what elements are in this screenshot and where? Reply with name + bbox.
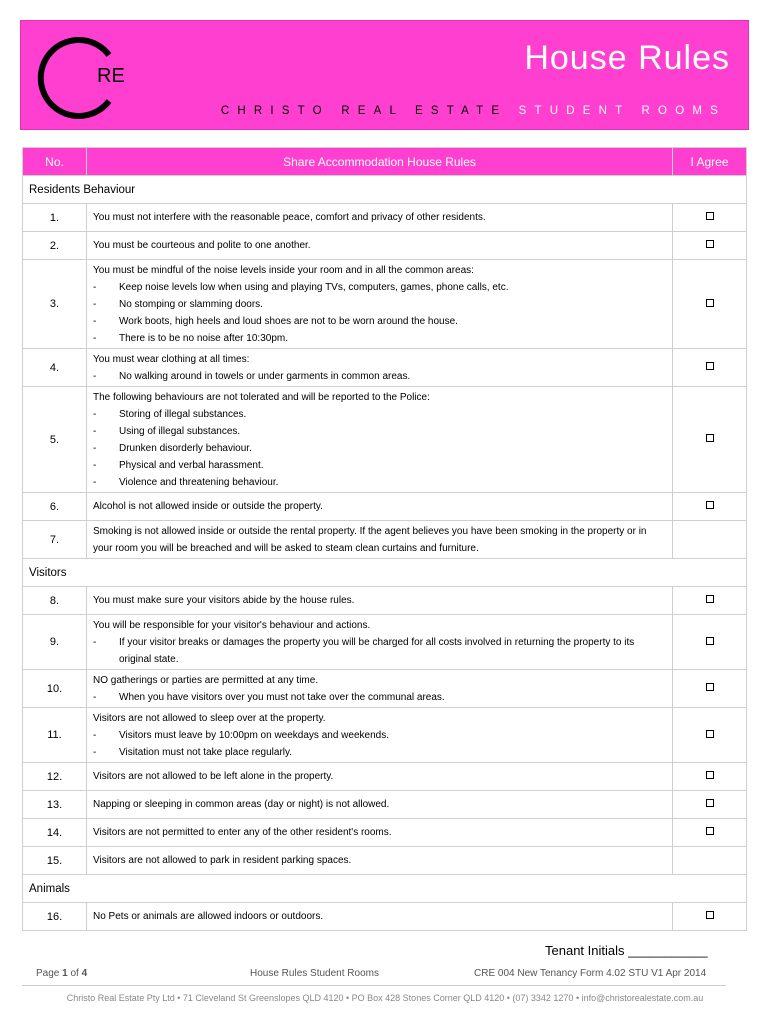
rule-row	[23, 260, 747, 349]
company-contact: Christo Real Estate Pty Ltd • 71 Cleveland St Greenslopes QLD 4120 • PO Box 428 Stones Corner QLD 4120 • (07) 3342 1270 • info@christorealestate.com.au	[66, 993, 704, 1003]
rule-number: 16.	[23, 903, 87, 931]
bullet-dash: -	[93, 315, 97, 327]
agree-checkbox[interactable]	[706, 362, 714, 370]
rule-number: 11.	[23, 708, 87, 763]
agree-cell	[673, 847, 747, 875]
bullet-text: Drunken disorderly behaviour.	[119, 442, 252, 454]
agree-cell	[673, 670, 747, 708]
agree-checkbox[interactable]	[706, 501, 714, 509]
rule-number: 6.	[23, 493, 87, 521]
bullet-dash: -	[93, 281, 97, 293]
agree-cell	[673, 819, 747, 847]
page-current: 1	[62, 968, 68, 979]
rule-bullet-line	[93, 313, 666, 330]
rule-line: Visitors are not permitted to enter any of the other resident's rooms.	[93, 827, 392, 838]
document-name: House Rules Student Rooms	[250, 968, 379, 979]
bullet-text: Storing of illegal substances.	[119, 408, 247, 420]
form-reference: CRE 004 New Tenancy Form 4.02 STU V1 Apr 2014	[474, 968, 707, 979]
rule-row	[23, 521, 747, 559]
rule-row	[23, 670, 747, 708]
rule-line: You must be courteous and polite to one another.	[93, 240, 311, 251]
rule-line: The following behaviours are not tolerated and will be reported to the Police:	[93, 391, 430, 403]
bullet-text: Visitors must leave by 10:00pm on weekdays and weekends.	[119, 729, 389, 741]
agree-cell	[673, 260, 747, 349]
section-header-row	[23, 176, 747, 204]
subtitle-rooms: STUDENT ROOMS	[518, 105, 726, 117]
rule-line: Visitors are not allowed to be left alone in the property.	[93, 771, 334, 782]
agree-cell	[673, 615, 747, 670]
rules-body	[23, 176, 747, 931]
column-header-no: No.	[23, 148, 87, 176]
bullet-dash: -	[93, 459, 97, 471]
rule-line: original state.	[119, 653, 179, 665]
bullet-dash: -	[93, 408, 97, 420]
section-header-row	[23, 559, 747, 587]
rule-text	[87, 847, 673, 875]
rule-line: Napping or sleeping in common areas (day or night) is not allowed.	[93, 799, 390, 810]
rule-line: You must be mindful of the noise levels inside your room and in all the common areas:	[93, 264, 474, 276]
rule-bullet-line	[93, 634, 666, 651]
agree-cell	[673, 493, 747, 521]
agree-checkbox[interactable]	[706, 730, 714, 738]
rule-text	[87, 791, 673, 819]
rule-number: 5.	[23, 387, 87, 493]
agree-cell	[673, 204, 747, 232]
page-of: of	[67, 968, 82, 979]
page-number	[36, 968, 87, 979]
rule-bullet-line	[93, 330, 666, 347]
rule-row	[23, 232, 747, 260]
rule-row	[23, 615, 747, 670]
agree-cell	[673, 387, 747, 493]
rule-bullet-line	[93, 423, 666, 440]
bullet-text: There is to be no noise after 10:30pm.	[119, 332, 288, 344]
bullet-dash: -	[93, 425, 97, 437]
bullet-text: No walking around in towels or under garments in common areas.	[119, 370, 411, 382]
page-total: 4	[81, 968, 88, 979]
rule-bullet-line	[93, 457, 666, 474]
bullet-text: No stomping or slamming doors.	[119, 298, 263, 310]
rule-line: Smoking is not allowed inside or outside the rental property. If the agent believes you have been smoking in the property or in	[93, 525, 647, 537]
rule-text	[87, 232, 673, 260]
rule-text	[87, 903, 673, 931]
agree-cell	[673, 521, 747, 559]
agree-checkbox[interactable]	[706, 595, 714, 603]
house-rules-table	[22, 147, 747, 931]
rule-number: 8.	[23, 587, 87, 615]
rule-number: 3.	[23, 260, 87, 349]
rule-line: You must wear clothing at all times:	[93, 353, 250, 365]
section-title: Residents Behaviour	[23, 176, 747, 204]
agree-checkbox[interactable]	[706, 299, 714, 307]
bullet-dash: -	[93, 691, 97, 703]
rule-row	[23, 791, 747, 819]
section-title: Visitors	[23, 559, 747, 587]
rule-number: 13.	[23, 791, 87, 819]
bullet-dash: -	[93, 370, 97, 382]
bullet-text: Work boots, high heels and loud shoes are not to be worn around the house.	[119, 315, 458, 327]
rule-line: You must make sure your visitors abide by the house rules.	[93, 595, 355, 606]
rule-bullet-line	[93, 440, 666, 457]
agree-cell	[673, 587, 747, 615]
agree-checkbox[interactable]	[706, 240, 714, 248]
rule-text	[87, 615, 673, 670]
rule-text	[87, 708, 673, 763]
table-header-row	[23, 148, 747, 176]
rule-line: You will be responsible for your visitor's behaviour and actions.	[93, 619, 371, 631]
agree-checkbox[interactable]	[706, 683, 714, 691]
rule-text	[87, 587, 673, 615]
bullet-text: Using of illegal substances.	[119, 425, 241, 437]
rule-row	[23, 204, 747, 232]
section-header-row	[23, 875, 747, 903]
page-subtitle	[221, 105, 726, 117]
rule-row	[23, 349, 747, 387]
agree-checkbox[interactable]	[706, 827, 714, 835]
rule-text	[87, 260, 673, 349]
rule-number: 15.	[23, 847, 87, 875]
header-banner	[20, 20, 749, 130]
bullet-dash: -	[93, 729, 97, 741]
agree-cell	[673, 708, 747, 763]
tenant-initials: Tenant Initials ___________	[545, 943, 708, 958]
section-title: Animals	[23, 875, 747, 903]
rule-line: Alcohol is not allowed inside or outside the property.	[93, 501, 323, 512]
agree-checkbox[interactable]	[706, 799, 714, 807]
bullet-text: Physical and verbal harassment.	[119, 459, 264, 471]
rule-bullet-line	[93, 368, 666, 385]
rule-line: No Pets or animals are allowed indoors or outdoors.	[93, 911, 324, 922]
subtitle-company: CHRISTO REAL ESTATE	[220, 105, 508, 117]
rule-line: You must not interfere with the reasonable peace, comfort and privacy of other residents.	[93, 212, 486, 223]
column-header-rules: Share Accommodation House Rules	[87, 148, 673, 176]
rule-number: 9.	[23, 615, 87, 670]
rule-number: 4.	[23, 349, 87, 387]
rule-number: 2.	[23, 232, 87, 260]
agree-cell	[673, 763, 747, 791]
bullet-text: Visitation must not take place regularly.	[119, 746, 293, 758]
column-header-agree: I Agree	[673, 148, 747, 176]
rule-number: 10.	[23, 670, 87, 708]
agree-checkbox[interactable]	[706, 637, 714, 645]
rule-text	[87, 521, 673, 559]
bullet-text: If your visitor breaks or damages the property you will be charged for all costs involved in returning the property to its	[119, 636, 635, 648]
rule-bullet-line	[93, 296, 666, 313]
bullet-text: When you have visitors over you must not take over the communal areas.	[119, 691, 445, 703]
agree-cell	[673, 791, 747, 819]
rule-number: 1.	[23, 204, 87, 232]
rule-number: 14.	[23, 819, 87, 847]
agree-cell	[673, 232, 747, 260]
rule-bullet-line	[93, 689, 666, 706]
bullet-dash: -	[93, 636, 97, 648]
agree-checkbox[interactable]	[706, 771, 714, 779]
rule-text	[87, 819, 673, 847]
bullet-dash: -	[93, 332, 97, 344]
rule-row	[23, 493, 747, 521]
bullet-text: Violence and threatening behaviour.	[119, 476, 279, 488]
rule-number: 7.	[23, 521, 87, 559]
rule-row	[23, 587, 747, 615]
rule-row	[23, 708, 747, 763]
rule-row	[23, 819, 747, 847]
footer-divider	[22, 985, 726, 986]
rule-text	[87, 349, 673, 387]
rule-line: NO gatherings or parties are permitted at any time.	[93, 674, 319, 686]
bullet-dash: -	[93, 298, 97, 310]
page-title: House Rules	[524, 39, 730, 77]
rule-text	[87, 204, 673, 232]
page-prefix: Page	[36, 968, 63, 979]
rule-bullet-line	[93, 727, 666, 744]
agree-cell	[673, 903, 747, 931]
rule-line: Visitors are not allowed to park in resident parking spaces.	[93, 855, 352, 866]
rule-text	[87, 387, 673, 493]
logo-text: RE	[97, 65, 125, 87]
rule-bullet-line	[93, 474, 666, 491]
agree-checkbox[interactable]	[706, 911, 714, 919]
rule-text	[87, 670, 673, 708]
bullet-dash: -	[93, 442, 97, 454]
rule-text	[87, 493, 673, 521]
rule-row	[23, 903, 747, 931]
agree-cell	[673, 349, 747, 387]
bullet-text: Keep noise levels low when using and playing TVs, computers, games, phone calls, etc.	[119, 281, 509, 293]
bullet-dash: -	[93, 476, 97, 488]
agree-checkbox[interactable]	[706, 434, 714, 442]
rule-text	[87, 763, 673, 791]
rule-line: Visitors are not allowed to sleep over at the property.	[93, 712, 326, 724]
rule-line: your room you will be breached and will be asked to steam clean curtains and furniture.	[93, 542, 479, 554]
rule-bullet-line	[93, 744, 666, 761]
bullet-dash: -	[93, 746, 97, 758]
rule-row	[23, 387, 747, 493]
rule-bullet-line	[93, 406, 666, 423]
agree-checkbox[interactable]	[706, 212, 714, 220]
rule-number: 12.	[23, 763, 87, 791]
rule-row	[23, 763, 747, 791]
rule-bullet-line	[93, 279, 666, 296]
rule-row	[23, 847, 747, 875]
